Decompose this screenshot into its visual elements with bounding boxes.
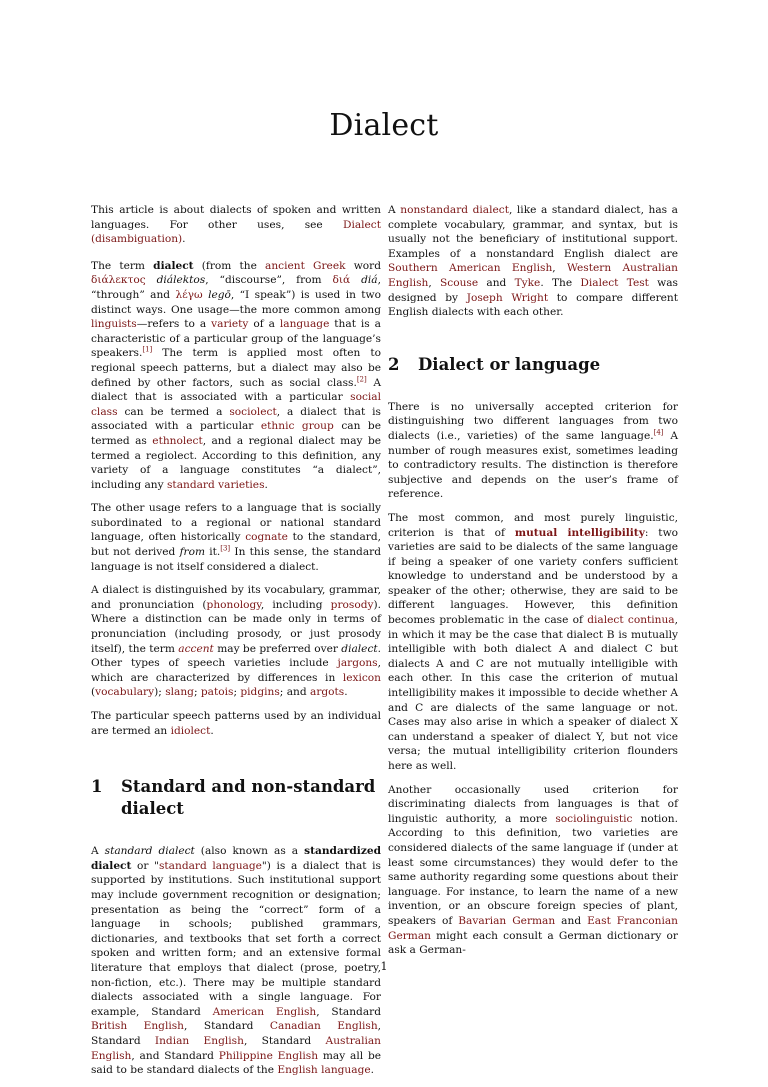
citation-4[interactable]: [4] <box>653 428 664 437</box>
link-mutual-intelligibility[interactable]: mutual intelligibility <box>514 526 645 539</box>
section-2-number: 2 <box>388 354 400 374</box>
link-ethnic-group[interactable]: ethnic group <box>260 420 334 433</box>
link-scouse[interactable]: Scouse <box>440 276 479 289</box>
link-cognate[interactable]: cognate <box>245 531 288 544</box>
link-dialect-test[interactable]: Dialect Test <box>580 276 649 289</box>
link-prosody[interactable]: prosody <box>330 598 374 611</box>
section-1-paragraph-2: A nonstandard dialect, like a standard dialect, has a complete vocabulary, grammar, and syntax, but is usually not the beneficiary of institutional support. Examples of a nonstandard English dialect are Southern American English, Western Australian English, Scouse and Tyke. The Dialect Test was designed by Joseph Wright to compare different English dialects with each other. <box>388 204 679 319</box>
link-english-language[interactable]: English language <box>277 1064 371 1077</box>
link-patois[interactable]: patois <box>200 686 234 699</box>
link-australian-english[interactable]: Australian English <box>91 1034 382 1062</box>
hatnote: This article is about dialects of spoken and written languages. For other uses, see Dialect (disambiguation). <box>91 204 381 246</box>
section-2-title: Dialect or language <box>418 354 601 374</box>
link-slang[interactable]: slang <box>165 686 194 699</box>
link-variety[interactable]: variety <box>211 318 249 331</box>
link-idiolect[interactable]: idiolect <box>170 724 211 737</box>
link-nonstandard-dialect[interactable]: nonstandard dialect <box>400 204 509 216</box>
link-philippine-english[interactable]: Philippine English <box>218 1049 319 1062</box>
link-social-class[interactable]: social class <box>91 391 381 418</box>
greek-word-dialektos[interactable]: διάλεκτος <box>91 274 146 287</box>
link-bavarian-german[interactable]: Bavarian German <box>458 914 556 927</box>
link-western-australian-english[interactable]: Western Australian English <box>388 262 678 289</box>
section-2-paragraph-2: The most common, and most purely linguistic, criterion is that of mutual intelligibility: two varieties are said to be dialects of the same language if being a speaker of one variety confers sufficient knowledge to understand and be understood by a speaker of the other; otherwise, they are said to be different languages. However, this definition becomes problematic in the case of dialect continua, in which it may be the case that dialect B is mutually intelligible with both dialect A and dialect C but dialects A and C are not mutually intelligible with each other. In this case the criterion of mutual intelligibility makes it impossible to decide whether A and C are dialects of the same language or not. Cases may also arise in which a speaker of dialect X can understand a speaker of dialect Y, but not vice versa; the mutual intelligibility criterion flounders here as well. <box>388 511 679 772</box>
link-canadian-english[interactable]: Canadian English <box>269 1020 378 1033</box>
link-southern-american-english[interactable]: Southern American English <box>388 262 553 275</box>
link-phonology[interactable]: phonology <box>206 598 261 611</box>
intro-paragraph-3: A dialect is distinguished by its vocabulary, grammar, and pronunciation (phonology, including prosody). Where a distinction can be made only in terms of pronunciation (including prosody, or just prosody itself), the term accent may be preferred over dialect. Other types of speech varieties include jargons, which are characterized by differences in lexicon (vocabulary); slang; patois; pidgins; and argots. <box>91 584 382 699</box>
citation-3[interactable]: [3] <box>220 544 231 553</box>
section-1-paragraph-1: A standard dialect (also known as a standardized dialect or "standard language") is a dialect that is supported by institutions. Such institutional support may include government recognition or designation; presentation as being the “correct” form of a language in schools; published grammars, dictionaries, and textbooks that set forth a correct spoken and written form; and an extensive formal literature that employs that dialect (prose, poetry, non-fiction, etc.). There may be multiple standard dialects associated with a single language. For example, Standard American English, Standard British English, Standard Canadian English, Standard Indian English, Standard Australian English, and Standard Philippine English may all be said to be standard dialects of the English language. <box>91 845 382 1077</box>
link-tyke[interactable]: Tyke <box>514 276 541 289</box>
link-dialect-continua[interactable]: dialect continua <box>587 614 675 627</box>
section-1-number: 1 <box>91 777 103 797</box>
link-sociolinguistic[interactable]: sociolinguistic <box>555 812 633 825</box>
citation-1[interactable]: [1] <box>142 345 153 354</box>
intro-paragraph-2: The other usage refers to a language that is socially subordinated to a regional or national standard language, often historically cognate to the standard, but not derived from it.[3] In this sense, the standard language is not itself considered a dialect. <box>91 502 381 573</box>
link-british-english[interactable]: British English <box>91 1020 184 1033</box>
section-2-paragraph-3: Another occasionally used criterion for discriminating dialects from languages is that of linguistic authority, a more sociolinguistic notion. According to this definition, two varieties are considered dialects of the same language if (under at least some circumstances) they would defer to the same authority regarding some questions about their language. For instance, to learn the name of a new invention, or an obscure foreign species of plant, speakers of Bavarian German and East Franconian German might each consult a German dictionary or ask a German- <box>388 783 679 957</box>
link-sociolect[interactable]: sociolect <box>229 405 277 418</box>
link-indian-english[interactable]: Indian English <box>154 1034 244 1047</box>
section-1-heading <box>91 776 381 820</box>
link-standard-varieties[interactable]: standard varieties <box>167 478 265 491</box>
link-argots[interactable]: argots <box>310 686 345 699</box>
disambiguation-link[interactable]: Dialect (disambiguation) <box>91 218 381 246</box>
link-american-english[interactable]: American English <box>212 1005 317 1018</box>
link-vocabulary[interactable]: vocabulary <box>95 686 155 699</box>
link-accent[interactable]: accent <box>178 642 214 655</box>
link-ancient-greek[interactable]: ancient Greek <box>265 259 346 272</box>
link-language[interactable]: language <box>279 318 330 331</box>
section-1-title: Standard and non-standard dialect <box>121 777 376 819</box>
greek-word-dia[interactable]: διά <box>332 274 351 287</box>
section-2-paragraph-1: There is no universally accepted criterion for distinguishing two different languages from two dialects (i.e., varieties) of the same language.[4] A number of rough measures exist, sometimes leading to contradictory results. The distinction is therefore subjective and depends on the user’s frame of reference. <box>388 400 678 501</box>
left-column <box>91 203 381 1087</box>
link-lexicon[interactable]: lexicon <box>342 671 381 684</box>
link-standard-language[interactable]: standard language <box>158 859 262 872</box>
page-number: 1 <box>380 960 388 973</box>
link-ethnolect[interactable]: ethnolect <box>152 434 203 447</box>
link-east-franconian-german[interactable]: East Franconian German <box>388 914 679 942</box>
right-column <box>388 203 678 967</box>
link-pidgins[interactable]: pidgins <box>240 686 280 699</box>
intro-paragraph-4: The particular speech patterns used by an individual are termed an idiolect. <box>91 710 381 737</box>
link-jargons[interactable]: jargons <box>337 657 378 670</box>
citation-2[interactable]: [2] <box>356 375 367 383</box>
section-2-heading <box>388 354 678 376</box>
intro-paragraph-1: The term dialect (from the ancient Greek word διάλεκτος diálektos, “discourse”, from διά diá, “through” and λέγω legō, “I speak”) is used in two distinct ways. One usage—the more common among linguists—refers to a variety of a language that is a characteristic of a particular group of the language’s speakers.[1] The term is applied most often to regional speech patterns, but a dialect may also be defined by other factors, such as social class.[2] A dialect that is associated with a particular social class can be termed a sociolect, a dialect that is associated with a particular ethnic group can be termed as ethnolect, and a regional dialect may be termed a regiolect. According to this definition, any variety of a language constitutes “a dialect”, including any standard varieties. <box>91 259 381 491</box>
greek-word-lego[interactable]: λέγω <box>175 288 203 301</box>
link-joseph-wright[interactable]: Joseph Wright <box>466 291 549 304</box>
link-linguists[interactable]: linguists <box>91 318 137 331</box>
page-title: Dialect <box>329 108 439 143</box>
